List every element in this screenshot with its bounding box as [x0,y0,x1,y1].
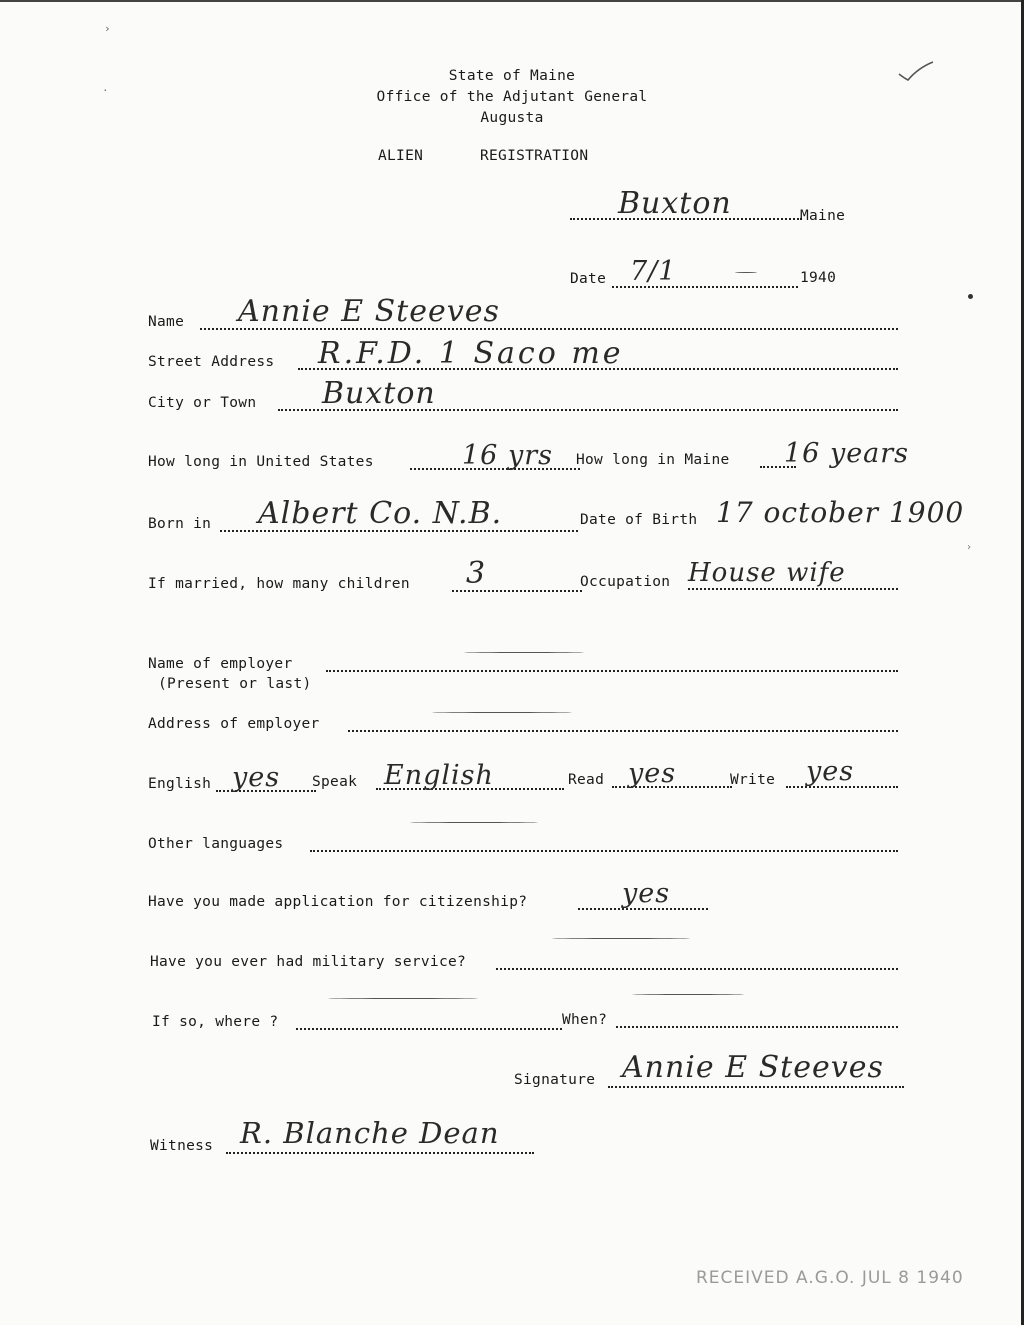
where-dotted-line [296,1028,562,1030]
street-value: R.F.D. 1 Saco me [318,336,624,371]
signature-value: Annie E Steeves [622,1050,884,1085]
margin-mark: › [966,542,973,553]
english-value: yes [232,762,281,793]
other-languages-label: Other languages [148,836,284,852]
military-dash [552,938,690,939]
city-label: City or Town [148,395,257,411]
when-dash [632,994,744,995]
military-label: Have you ever had military service? [150,954,467,970]
date-value: 7/1 [630,256,677,287]
us-years-label: How long in United States [148,454,374,470]
title-alien: ALIEN [378,148,424,164]
where-label: If so, where ? [152,1014,279,1030]
employer-dotted-line [326,670,898,672]
witness-dotted-line [226,1152,534,1154]
write-value: yes [806,756,855,787]
signature-dotted-line [608,1086,904,1088]
occupation-value: House wife [688,558,846,588]
speak-label: Speak [312,774,358,790]
margin-mark: › [104,22,111,35]
employer-address-dotted-line [348,730,898,732]
received-stamp: RECEIVED A.G.O. JUL 8 1940 [696,1268,964,1288]
date-label: Date [570,271,607,287]
citizenship-label: Have you made application for citizenship? [148,894,528,910]
scan-border-top [0,0,1024,2]
place-value: Buxton [618,186,732,221]
header-state: State of Maine [448,68,576,84]
employer-sublabel: (Present or last) [158,676,312,692]
margin-mark: · [102,84,109,97]
military-dotted-line [496,968,898,970]
name-label: Name [148,314,185,330]
other-languages-dotted-line [310,850,898,852]
ink-dot [968,294,973,299]
occupation-label: Occupation [580,574,671,590]
employer-dash [464,652,584,653]
date-dash [735,272,757,273]
maine-years-value: 16 years [784,438,910,469]
header-office: Office of the Adjutant General [376,89,648,105]
when-label: When? [562,1012,608,1028]
employer-label: Name of employer [148,656,293,672]
us-years-value: 16 yrs [462,440,553,471]
citizenship-value: yes [622,878,671,909]
when-dotted-line [616,1026,898,1028]
speak-value: English [384,760,494,791]
occupation-dotted-line [688,588,898,590]
witness-value: R. Blanche Dean [240,1116,500,1150]
title-registration: REGISTRATION [480,148,589,164]
write-label: Write [730,772,776,788]
read-value: yes [628,758,677,789]
employer-address-label: Address of employer [148,716,320,732]
born-in-value: Albert Co. N.B. [258,496,503,531]
header-city: Augusta [480,110,544,126]
english-label: English [148,776,212,792]
signature-label: Signature [514,1072,596,1088]
born-in-label: Born in [148,516,212,532]
read-label: Read [568,772,605,788]
where-dash [328,998,478,999]
children-label: If married, how many children [148,576,410,592]
maine-years-label: How long in Maine [576,452,730,468]
employer-address-dash [432,712,572,713]
other-languages-dash [410,822,538,823]
witness-label: Witness [150,1138,214,1154]
dob-label: Date of Birth [580,512,698,528]
city-value: Buxton [322,376,436,411]
children-value: 3 [466,556,487,591]
date-year: 1940 [800,270,837,286]
street-label: Street Address [148,354,275,370]
place-suffix: Maine [800,208,846,224]
name-value: Annie E Steeves [238,294,500,329]
dob-value: 17 october 1900 [716,496,965,529]
